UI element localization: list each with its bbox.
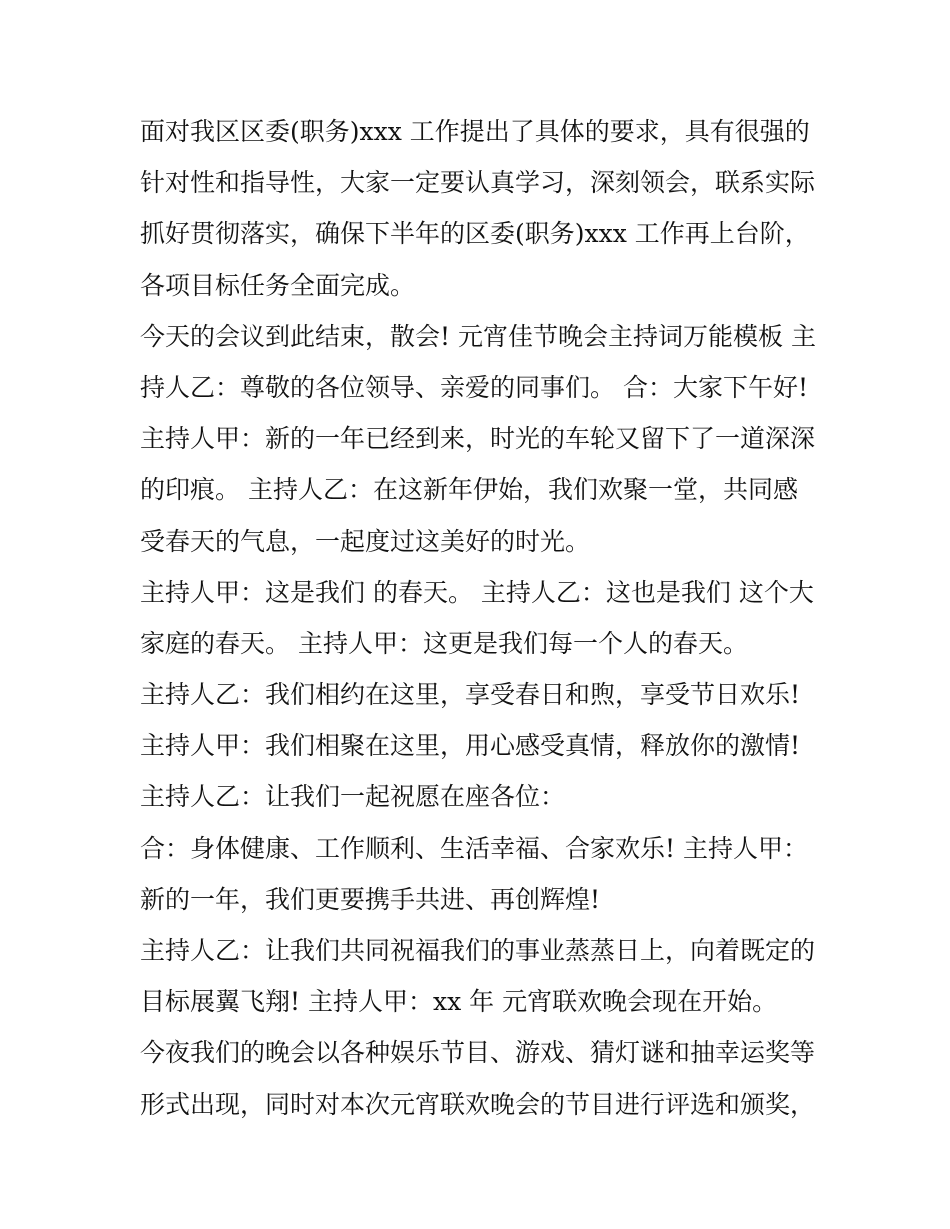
text-line: 今夜我们的晚会以各种娱乐节目、游戏、猜灯谜和抽幸运奖等	[140, 1038, 816, 1068]
text-line: 面对我区区委(职务)xxx 工作提出了具体的要求，具有很强的	[140, 117, 810, 146]
text-line: 主持人甲：这是我们 的春天。 主持人乙：这也是我们 这个大	[140, 577, 814, 607]
text-line: 合：身体健康、工作顺利、生活幸福、合家欢乐! 主持人甲：	[140, 833, 808, 863]
text-line: 主持人乙：让我们一起祝愿在座各位：	[140, 782, 566, 812]
text-line: 的印痕。 主持人乙：在这新年伊始，我们欢聚一堂，共同感	[140, 475, 798, 505]
text-line: 目标展翼飞翔! 主持人甲：xx 年 元宵联欢晚会现在开始。	[140, 987, 778, 1017]
text-line: 各项目标任务全面完成。	[140, 270, 416, 300]
text-line: 受春天的气息，一起度过这美好的时光。	[140, 526, 591, 556]
text-line: 抓好贯彻落实，确保下半年的区委(职务)xxx 工作再上台阶，	[140, 219, 810, 249]
text-line: 主持人甲：新的一年已经到来，时光的车轮又留下了一道深深	[140, 424, 816, 454]
text-line: 针对性和指导性，大家一定要认真学习，深刻领会，联系实际	[140, 168, 816, 198]
text-line: 家庭的春天。 主持人甲：这更是我们每一个人的春天。	[140, 628, 748, 658]
text-line: 主持人乙：让我们共同祝福我们的事业蒸蒸日上，向着既定的	[140, 936, 816, 965]
text-line: 持人乙：尊敬的各位领导、亲爱的同事们。 合：大家下午好!	[140, 372, 808, 402]
text-line: 今天的会议到此结束，散会! 元宵佳节晚会主持词万能模板 主	[140, 321, 816, 351]
text-line: 新的一年，我们更要携手共进、再创辉煌!	[140, 884, 601, 914]
text-line: 主持人乙：我们相约在这里，享受春日和煦，享受节日欢乐!	[140, 680, 801, 710]
text-line: 主持人甲：我们相聚在这里，用心感受真情，释放你的激情!	[140, 731, 801, 761]
text-line: 形式出现，同时对本次元宵联欢晚会的节目进行评选和颁奖，	[140, 1089, 816, 1119]
document-body	[140, 106, 830, 1130]
